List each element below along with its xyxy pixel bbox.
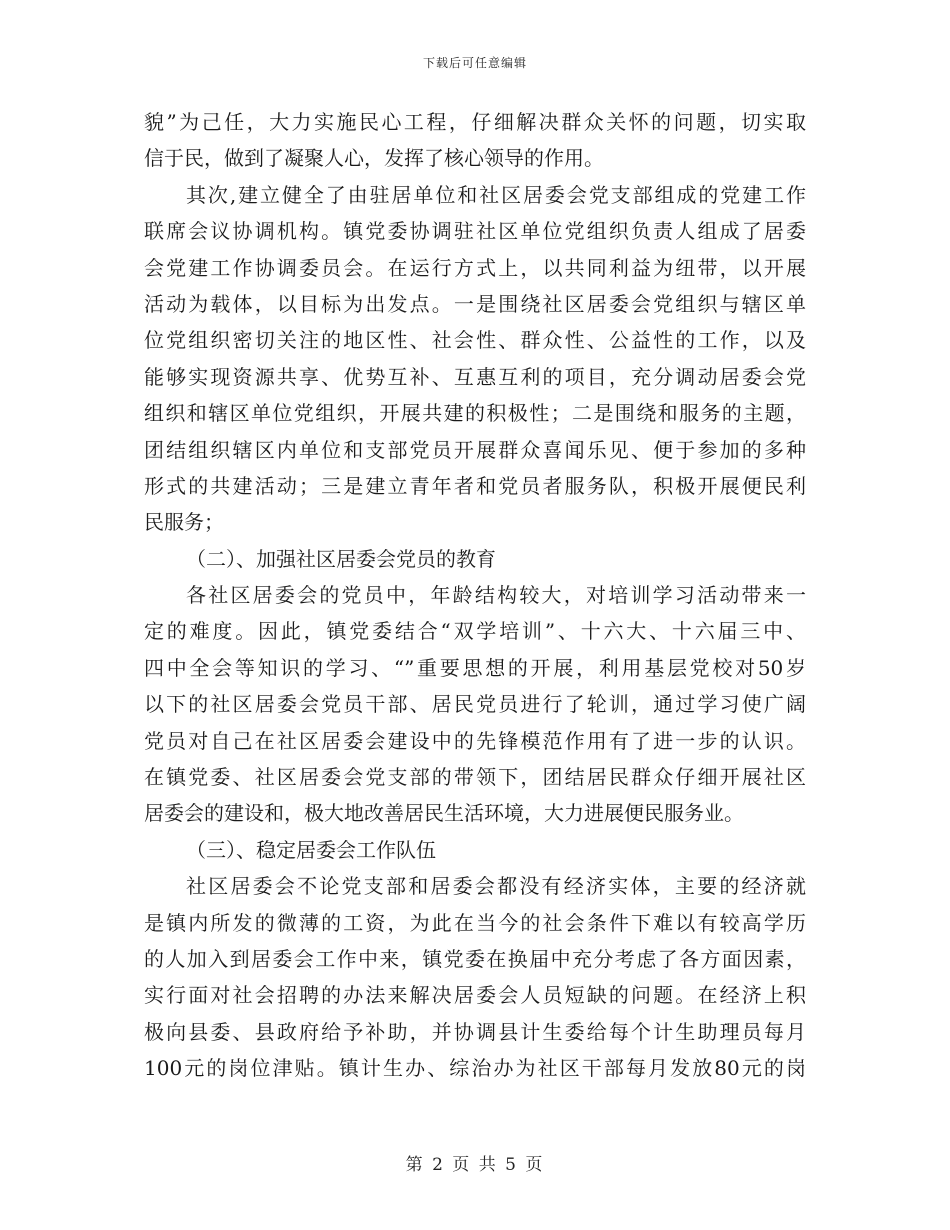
body-line: 组织和辖区单位党组织，开展共建的积极性；二是围绕和服务的主题，	[144, 401, 806, 426]
body-line: 社区居委会不论党支部和居委会都没有经济实体，主要的经济就	[186, 874, 806, 899]
body-line: 的人加入到居委会工作中来，镇党委在换届中充分考虑了各方面因素，	[144, 946, 806, 971]
page-header: 下载后可任意编辑	[422, 56, 527, 70]
section-heading: （二）、加强社区居委会党员的教育	[186, 546, 496, 571]
body-line: 以下的社区居委会党员干部、居民党员进行了轮训，通过学习使广阔	[144, 692, 806, 717]
body-line: 在镇党委、社区居委会党支部的带领下，团结居民群众仔细开展社区	[144, 765, 806, 790]
body-line: 居委会的建设和，极大地改善居民生活环境，大力进展便民服务业。	[144, 801, 744, 826]
body-line: 团结组织辖区内单位和支部党员开展群众喜闻乐见、便于参加的多种	[144, 437, 806, 462]
body-line: 民服务；	[144, 510, 224, 535]
body-line: 其次,建立健全了由驻居单位和社区居委会党支部组成的党建工作	[186, 182, 806, 207]
body-line: 党员对自己在社区居委会建设中的先锋模范作用有了进一步的认识。	[144, 728, 806, 753]
body-line: 活动为载体，以目标为出发点。一是围绕社区居委会党组织与辖区单	[144, 291, 806, 316]
body-line: 能够实现资源共享、优势互补、互惠互利的项目，充分调动居委会党	[144, 364, 806, 389]
body-line: 貌”为己任，大力实施民心工程，仔细解决群众关怀的问题，切实取	[144, 110, 806, 134]
body-line: 是镇内所发的微薄的工资，为此在当今的社会条件下难以有较高学历	[144, 910, 806, 935]
body-line: 会党建工作协调委员会。在运行方式上，以共同利益为纽带，以开展	[144, 255, 806, 280]
body-line: 四中全会等知识的学习、“”重要思想的开展，利用基层党校对50岁	[144, 655, 806, 680]
body-line: 实行面对社会招聘的办法来解决居委会人员短缺的问题。在经济上积	[144, 983, 806, 1008]
section-heading: （三）、稳定居委会工作队伍	[186, 837, 436, 862]
body-line: 100元的岗位津贴。镇计生办、综治办为社区干部每月发放80元的岗	[144, 1056, 806, 1081]
page-footer: 第 2 页 共 5 页	[405, 1155, 545, 1175]
body-line: 位党组织密切关注的地区性、社会性、群众性、公益性的工作，以及	[144, 328, 806, 353]
body-line: 定的难度。因此，镇党委结合“双学培训”、十六大、十六届三中、	[144, 619, 806, 644]
body-line: 联席会议协调机构。镇党委协调驻社区单位党组织负责人组成了居委	[144, 219, 806, 244]
body-line: 极向县委、县政府给予补助，并协调县计生委给每个计生助理员每月	[144, 1019, 806, 1044]
body-line: 信于民，做到了凝聚人心，发挥了核心领导的作用。	[144, 146, 604, 171]
document-body	[144, 104, 806, 1087]
body-line: 各社区居委会的党员中，年龄结构较大，对培训学习活动带来一	[186, 583, 806, 608]
body-line: 形式的共建活动；三是建立青年者和党员者服务队，积极开展便民利	[144, 473, 806, 498]
